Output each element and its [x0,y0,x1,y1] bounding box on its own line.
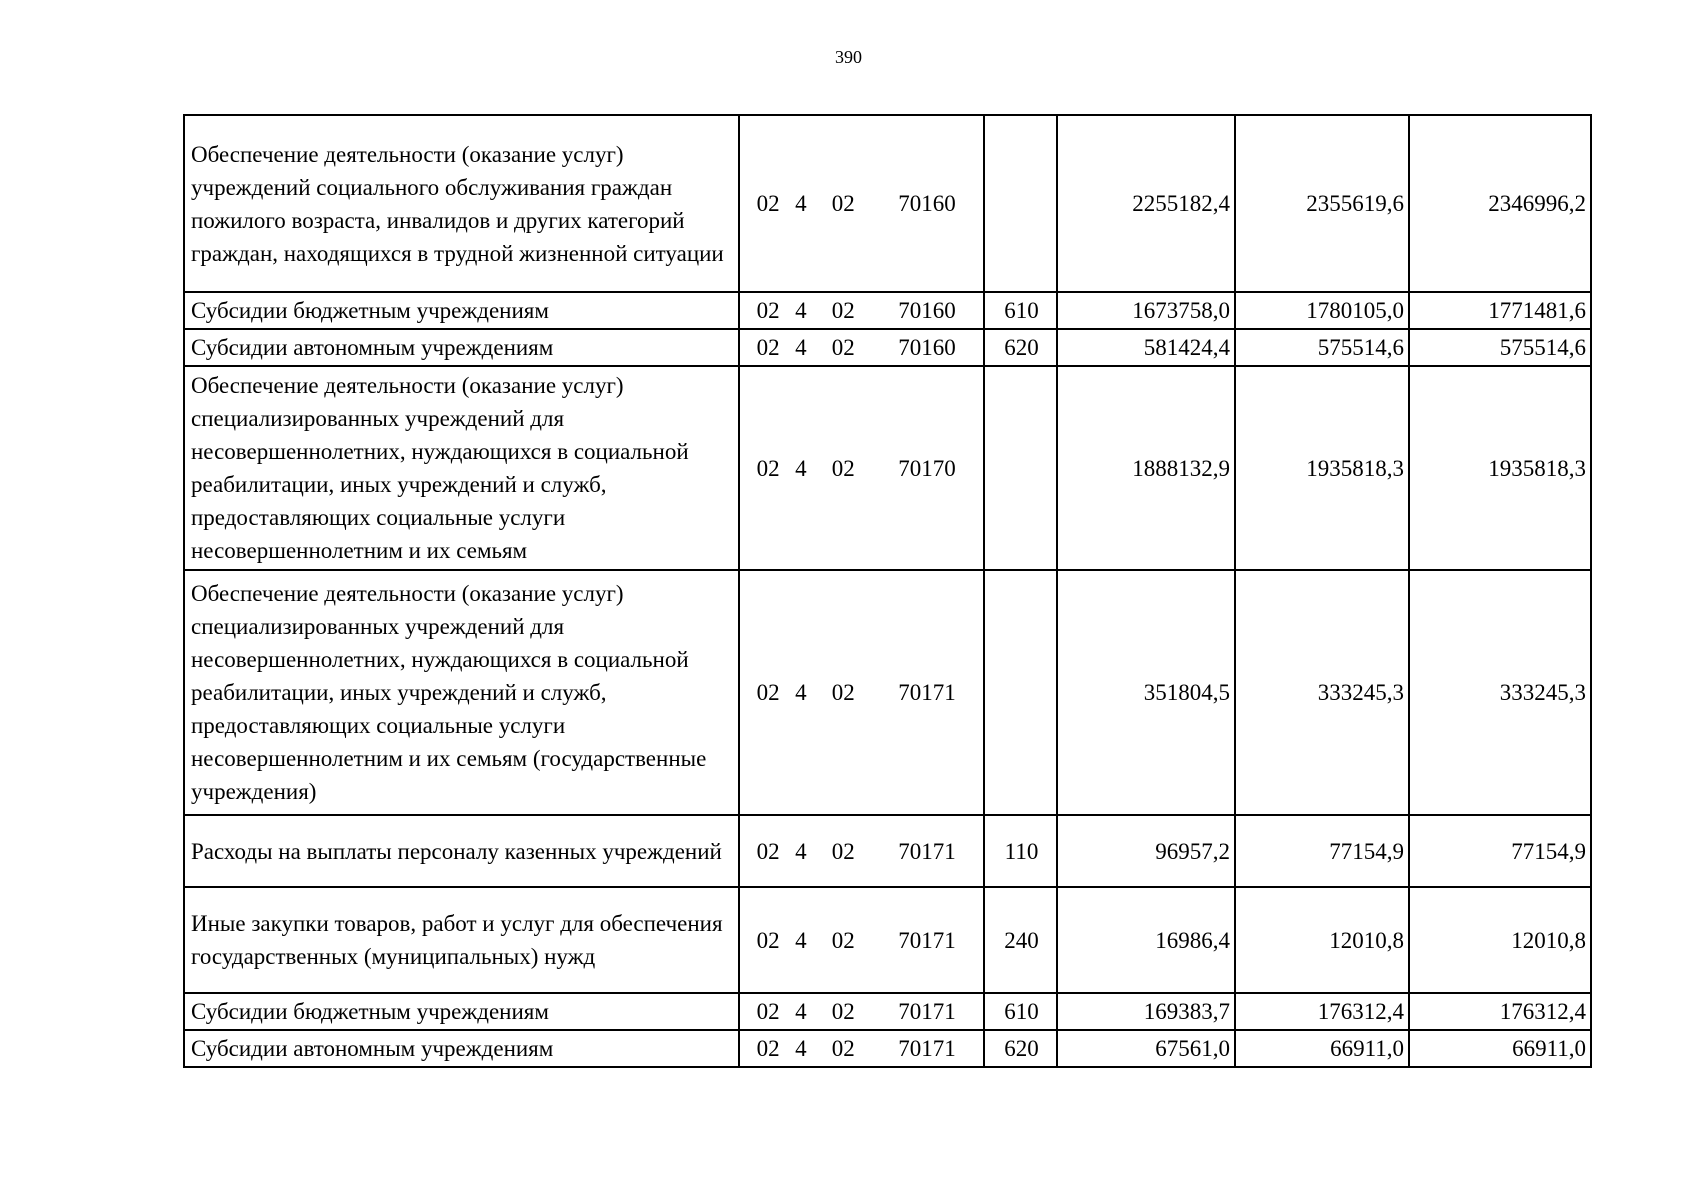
subprogram-code: 4 [795,999,807,1024]
subprogram-code: 4 [795,680,807,705]
subprogram-code: 4 [795,838,807,864]
amount-year2-cell: 1935818,3 [1235,366,1409,570]
amount-year2-cell: 77154,9 [1235,815,1409,887]
amount-year2-cell: 575514,6 [1235,329,1409,366]
amount-year3-cell: 176312,4 [1409,993,1591,1030]
direction-code: 70171 [898,680,956,705]
row-name-cell: Иные закупки товаров, работ и услуг для обеспечения государственных (муниципальных) нужд [184,887,739,993]
budget-table [183,114,1592,1068]
table-row [184,292,1591,329]
expense-type-cell: 620 [984,1030,1057,1067]
amount-year2-cell: 333245,3 [1235,570,1409,815]
row-name-cell: Расходы на выплаты персоналу казенных учреждений [184,815,739,887]
row-name-cell: Обеспечение деятельности (оказание услуг) учреждений социального обслуживания граждан пожилого возраста, инвалидов и других категорий граждан, находящихся в трудной жизненной ситуации [184,115,739,292]
expense-type-cell [984,570,1057,815]
expense-type-cell [984,366,1057,570]
expense-type-cell [984,115,1057,292]
subprogram-code: 4 [795,191,807,216]
program-code: 02 [756,1036,780,1061]
table-row [184,815,1591,887]
subprogram-code: 4 [795,1036,807,1061]
direction-code: 70171 [898,838,956,864]
amount-year1-cell: 1888132,9 [1057,366,1235,570]
amount-year2-cell: 176312,4 [1235,993,1409,1030]
program-code: 02 [756,838,780,864]
subprogram-code: 4 [795,335,807,360]
page-number: 390 [835,47,862,67]
subprogram-code: 4 [795,455,807,481]
event-code: 02 [831,927,855,953]
program-code: 02 [756,680,780,705]
amount-year1-cell: 351804,5 [1057,570,1235,815]
event-code: 02 [831,838,855,864]
amount-year3-cell: 12010,8 [1409,887,1591,993]
code-cell [739,115,984,292]
amount-year1-cell: 16986,4 [1057,887,1235,993]
table-row [184,366,1591,570]
expense-type-cell: 240 [984,887,1057,993]
row-name-cell: Обеспечение деятельности (оказание услуг) специализированных учреждений для несовершеннолетних, нуждающихся в социальной реабилитации, иных учреждений и служб, предоставляющих социальные услуги несовершеннолетним и их семьям [184,366,739,570]
direction-code: 70160 [898,298,956,323]
direction-code: 70171 [898,999,956,1024]
direction-code: 70170 [898,455,956,481]
code-cell [739,815,984,887]
program-code: 02 [756,455,780,481]
event-code: 02 [831,680,855,705]
event-code: 02 [831,298,855,323]
row-name-cell: Субсидии бюджетным учреждениям [184,993,739,1030]
event-code: 02 [831,999,855,1024]
row-name-cell: Субсидии автономным учреждениям [184,1030,739,1067]
code-cell [739,292,984,329]
code-cell [739,887,984,993]
amount-year3-cell: 77154,9 [1409,815,1591,887]
code-cell [739,366,984,570]
amount-year3-cell: 575514,6 [1409,329,1591,366]
program-code: 02 [756,999,780,1024]
row-name-cell: Обеспечение деятельности (оказание услуг) специализированных учреждений для несовершеннолетних, нуждающихся в социальной реабилитации, иных учреждений и служб, предоставляющих социальные услуги несовершеннолетним и их семьям (государственные учреждения) [184,570,739,815]
amount-year2-cell: 66911,0 [1235,1030,1409,1067]
program-code: 02 [756,927,780,953]
amount-year1-cell: 2255182,4 [1057,115,1235,292]
table-row [184,329,1591,366]
event-code: 02 [831,1036,855,1061]
program-code: 02 [756,191,780,216]
direction-code: 70160 [898,191,956,216]
amount-year1-cell: 96957,2 [1057,815,1235,887]
event-code: 02 [831,335,855,360]
amount-year3-cell: 1935818,3 [1409,366,1591,570]
code-cell [739,329,984,366]
amount-year3-cell: 66911,0 [1409,1030,1591,1067]
code-cell [739,993,984,1030]
direction-code: 70171 [898,1036,956,1061]
amount-year2-cell: 12010,8 [1235,887,1409,993]
expense-type-cell: 610 [984,292,1057,329]
amount-year2-cell: 2355619,6 [1235,115,1409,292]
amount-year3-cell: 1771481,6 [1409,292,1591,329]
row-name-cell: Субсидии автономным учреждениям [184,329,739,366]
amount-year1-cell: 169383,7 [1057,993,1235,1030]
event-code: 02 [831,191,855,216]
direction-code: 70171 [898,927,956,953]
row-name-cell: Субсидии бюджетным учреждениям [184,292,739,329]
expense-type-cell: 610 [984,993,1057,1030]
table-row [184,993,1591,1030]
event-code: 02 [831,455,855,481]
amount-year3-cell: 333245,3 [1409,570,1591,815]
subprogram-code: 4 [795,927,807,953]
table-row [184,1030,1591,1067]
amount-year1-cell: 67561,0 [1057,1030,1235,1067]
table-row [184,887,1591,993]
subprogram-code: 4 [795,298,807,323]
direction-code: 70160 [898,335,956,360]
amount-year1-cell: 581424,4 [1057,329,1235,366]
table-row [184,570,1591,815]
code-cell [739,570,984,815]
amount-year3-cell: 2346996,2 [1409,115,1591,292]
program-code: 02 [756,298,780,323]
amount-year1-cell: 1673758,0 [1057,292,1235,329]
expense-type-cell: 620 [984,329,1057,366]
code-cell [739,1030,984,1067]
expense-type-cell: 110 [984,815,1057,887]
program-code: 02 [756,335,780,360]
table-row [184,115,1591,292]
amount-year2-cell: 1780105,0 [1235,292,1409,329]
